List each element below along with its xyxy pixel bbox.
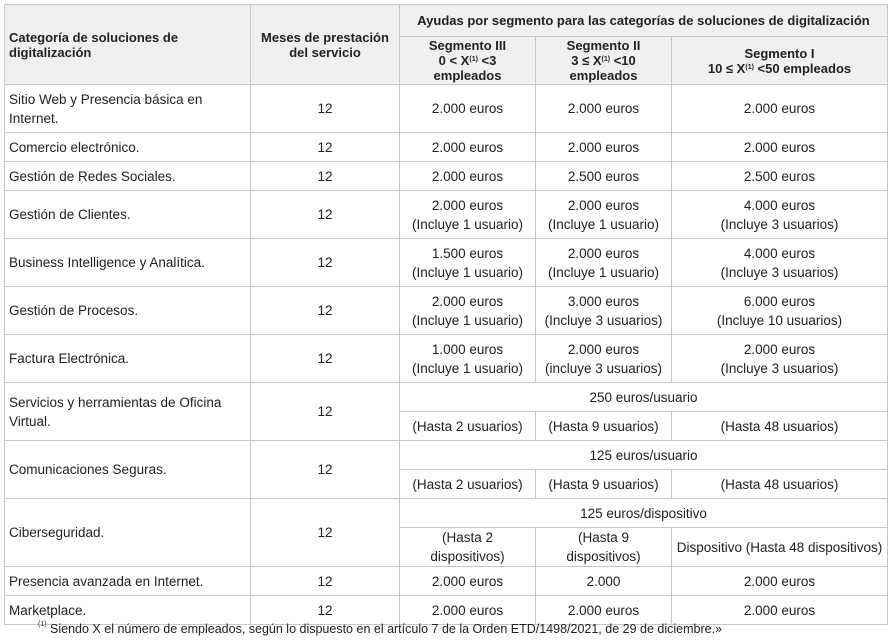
months-cell: 12 — [251, 191, 400, 239]
category-cell: Factura Electrónica. — [5, 335, 251, 383]
segment-iii-cell: 2.000 euros — [400, 133, 536, 162]
header-segment-iii — [400, 37, 536, 85]
segment-iii-cell: 2.000 euros — [400, 162, 536, 191]
segment-i-cell: 2.000 euros — [672, 85, 888, 133]
segment-ii-cell: 2.000 — [536, 567, 672, 596]
segment-i-cell: (Hasta 48 usuarios) — [672, 470, 888, 499]
segment-iii-cell: (Hasta 2 usuarios) — [400, 412, 536, 441]
header-segments-group: Ayudas por segmento para las categorías de soluciones de digitalización — [400, 5, 888, 37]
segment-title: Segmento III — [428, 38, 507, 53]
category-cell: Gestión de Procesos. — [5, 287, 251, 335]
months-cell: 12 — [251, 85, 400, 133]
table-row — [5, 191, 888, 239]
segment-range: $3 \le X^{(1)} <10$ empleados — [569, 53, 638, 83]
table-row — [5, 567, 888, 596]
footnote-marker: (1) — [38, 621, 47, 628]
table-row — [5, 596, 888, 625]
segment-title: Segmento I — [744, 45, 815, 61]
months-cell: 12 — [251, 441, 400, 499]
months-cell: 12 — [251, 567, 400, 596]
segment-title: Segmento II — [566, 38, 641, 53]
segment-ii-cell: 2.000 euros (Incluye 1 usuario) — [536, 191, 672, 239]
months-cell: 12 — [251, 162, 400, 191]
table-row — [5, 499, 888, 528]
category-cell: Sitio Web y Presencia básica en Internet. — [5, 85, 251, 133]
segment-iii-cell: (Hasta 2 dispositivos) — [400, 528, 536, 567]
months-cell: 12 — [251, 383, 400, 441]
segment-iii-cell: 2.000 euros (Incluye 1 usuario) — [400, 191, 536, 239]
segment-ii-cell: (Hasta 9 usuarios) — [536, 412, 672, 441]
segment-i-cell: 4.000 euros (Incluye 3 usuarios) — [672, 191, 888, 239]
category-cell: Marketplace. — [5, 596, 251, 625]
category-cell: Presencia avanzada en Internet. — [5, 567, 251, 596]
shared-amount-cell: 125 euros/dispositivo — [400, 499, 888, 528]
segment-ii-cell: 2.000 euros — [536, 596, 672, 625]
shared-amount-cell: 250 euros/usuario — [400, 383, 888, 412]
segment-iii-cell: 2.000 euros — [400, 596, 536, 625]
aid-table — [4, 4, 888, 625]
segment-ii-cell: 2.500 euros — [536, 162, 672, 191]
segment-i-cell: 2.000 euros (Incluye 3 usuarios) — [672, 335, 888, 383]
segment-iii-cell: 1.500 euros (Incluye 1 usuario) — [400, 239, 536, 287]
table-row — [5, 85, 888, 133]
segment-iii-cell: 2.000 euros — [400, 85, 536, 133]
shared-amount-cell: 125 euros/usuario — [400, 441, 888, 470]
category-cell: Gestión de Clientes. — [5, 191, 251, 239]
category-cell: Comunicaciones Seguras. — [5, 441, 251, 499]
segment-ii-cell: 2.000 euros — [536, 85, 672, 133]
months-cell: 12 — [251, 499, 400, 567]
header-category: Categoría de soluciones de digitalización — [5, 5, 251, 85]
header-segment-i — [672, 37, 888, 85]
footnote — [38, 622, 722, 636]
segment-ii-cell: 3.000 euros (Incluye 3 usuarios) — [536, 287, 672, 335]
footnote-text: Siendo X el número de empleados, según lo dispuesto en el artículo 7 de la Orden ETD/1498/2021, de 29 de diciembre.» — [46, 622, 722, 636]
segment-iii-cell: 2.000 euros (Incluye 1 usuario) — [400, 287, 536, 335]
months-cell: 12 — [251, 239, 400, 287]
segment-ii-cell: (Hasta 9 usuarios) — [536, 470, 672, 499]
segment-i-cell: 2.000 euros — [672, 567, 888, 596]
months-cell: 12 — [251, 287, 400, 335]
category-cell: Servicios y herramientas de Oficina Virtual. — [5, 383, 251, 441]
segment-iii-cell: (Hasta 2 usuarios) — [400, 470, 536, 499]
segment-range: $0 < X^{(1)} <3$ empleados — [433, 53, 502, 83]
table-row — [5, 162, 888, 191]
segment-ii-cell: (Hasta 9 dispositivos) — [536, 528, 672, 567]
category-cell: Comercio electrónico. — [5, 133, 251, 162]
category-cell: Gestión de Redes Sociales. — [5, 162, 251, 191]
segment-range: $10 \le X^{(1)} <50$ empleados — [707, 60, 852, 76]
segment-i-cell: Dispositivo (Hasta 48 dispositivos) — [672, 528, 888, 567]
header-segment-ii — [536, 37, 672, 85]
table-row — [5, 133, 888, 162]
category-cell: Business Intelligence y Analítica. — [5, 239, 251, 287]
table-row — [5, 287, 888, 335]
segment-ii-cell: 2.000 euros — [536, 133, 672, 162]
segment-i-cell: 4.000 euros (Incluye 3 usuarios) — [672, 239, 888, 287]
table-header — [5, 5, 888, 85]
segment-ii-cell: 2.000 euros (Incluye 1 usuario) — [536, 239, 672, 287]
segment-i-cell: (Hasta 48 usuarios) — [672, 412, 888, 441]
segment-i-cell: 2.000 euros — [672, 133, 888, 162]
segment-i-cell: 6.000 euros (Incluye 10 usuarios) — [672, 287, 888, 335]
header-months: Meses de prestación del servicio — [251, 5, 400, 85]
months-cell: 12 — [251, 335, 400, 383]
table-body — [5, 85, 888, 625]
segment-iii-cell: 1.000 euros (Incluye 1 usuario) — [400, 335, 536, 383]
table-row — [5, 441, 888, 470]
segment-iii-cell: 2.000 euros — [400, 567, 536, 596]
category-cell: Ciberseguridad. — [5, 499, 251, 567]
segment-ii-cell: 2.000 euros (incluye 3 usuarios) — [536, 335, 672, 383]
table-row — [5, 239, 888, 287]
segment-i-cell: 2.000 euros — [672, 596, 888, 625]
segment-i-cell: 2.500 euros — [672, 162, 888, 191]
months-cell: 12 — [251, 596, 400, 625]
table-row — [5, 335, 888, 383]
table-row — [5, 383, 888, 412]
months-cell: 12 — [251, 133, 400, 162]
